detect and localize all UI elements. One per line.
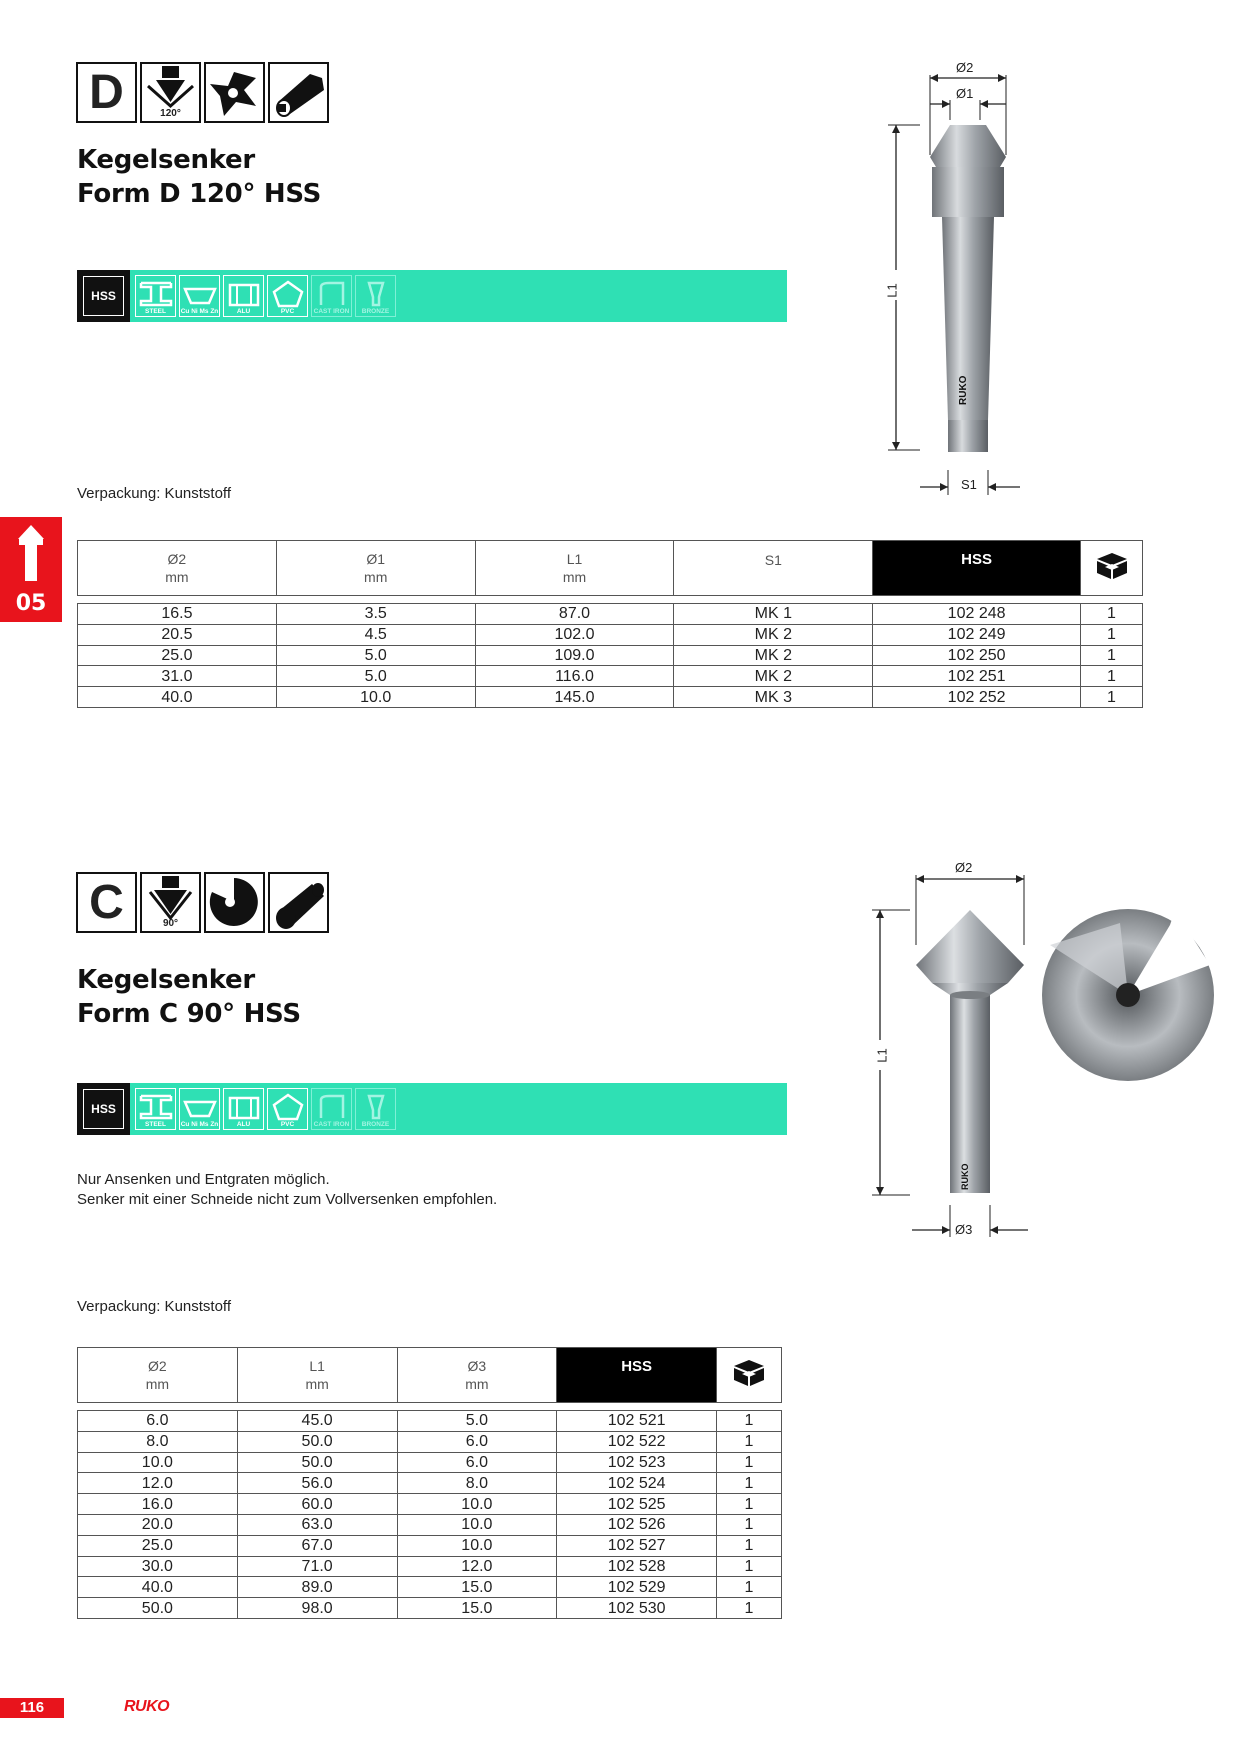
- packaging-note: Verpackung: Kunststoff: [77, 1298, 231, 1315]
- material-bronze: BRONZE: [355, 1088, 396, 1130]
- spec-table-form-d: [77, 540, 1143, 708]
- table-row: 10.0 50.0 6.0 102 523 1: [78, 1452, 782, 1473]
- material-non-ferrous: Cu Ni Ms Zn: [179, 1088, 220, 1130]
- packaging-note: Verpackung: Kunststoff: [77, 485, 231, 502]
- angle-label: 120°: [160, 108, 181, 119]
- dim-d2: Ø2: [955, 860, 973, 875]
- table-row: 25.0 5.0 109.0 MK 2 102 250 1: [78, 645, 1143, 666]
- col-header: Ø2 mm: [78, 1348, 238, 1403]
- table-header-row: [78, 541, 1143, 596]
- chapter-number: 05: [15, 591, 47, 616]
- form-letter-badge: C: [76, 872, 137, 933]
- material-pvc: PVC: [267, 275, 308, 317]
- material-alu: ALU: [223, 275, 264, 317]
- col-header: Ø1 mm: [276, 541, 475, 596]
- chapter-tab: [0, 517, 62, 622]
- material-suitability-bar: [77, 1083, 787, 1135]
- cylindrical-shank-icon: [268, 872, 329, 933]
- title-line-2: Form D 120° HSS: [77, 179, 322, 209]
- taper-shank-icon: [268, 62, 329, 123]
- title-line-2: Form C 90° HSS: [77, 999, 301, 1029]
- type-icons-row: [76, 872, 329, 933]
- page-number: 116: [0, 1698, 64, 1718]
- table-row: 31.0 5.0 116.0 MK 2 102 251 1: [78, 666, 1143, 687]
- box-packaging-icon: [717, 1348, 782, 1403]
- material-alu: ALU: [223, 1088, 264, 1130]
- table-row: 20.0 63.0 10.0 102 526 1: [78, 1514, 782, 1535]
- type-icons-row: [76, 62, 329, 123]
- material-bronze: BRONZE: [355, 275, 396, 317]
- table-row: 12.0 56.0 8.0 102 524 1: [78, 1473, 782, 1494]
- countersink-120-icon: [140, 62, 201, 123]
- col-header-hss: HSS: [557, 1348, 717, 1403]
- col-header-hss: HSS: [873, 541, 1081, 596]
- table-row: 40.0 10.0 145.0 MK 3 102 252 1: [78, 687, 1143, 708]
- title-line-1: Kegelsenker: [77, 145, 255, 175]
- svg-text:RUKO: RUKO: [960, 1163, 970, 1190]
- table-row: 6.0 45.0 5.0 102 521 1: [78, 1411, 782, 1432]
- countersink-90-icon: [140, 872, 201, 933]
- col-header: L1 mm: [237, 1348, 397, 1403]
- dim-d1: Ø1: [956, 86, 974, 101]
- angle-label: 90°: [162, 918, 179, 929]
- table-header-row: [78, 1348, 782, 1403]
- material-suitability-bar: [77, 270, 787, 322]
- col-header: S1: [674, 541, 873, 596]
- table-row: 20.5 4.5 102.0 MK 2 102 249 1: [78, 624, 1143, 645]
- product-title: [77, 143, 321, 211]
- col-header: Ø2 mm: [78, 541, 277, 596]
- table-row: 50.0 98.0 15.0 102 530 1: [78, 1598, 782, 1619]
- table-row: 8.0 50.0 6.0 102 522 1: [78, 1431, 782, 1452]
- material-pvc: PVC: [267, 1088, 308, 1130]
- dim-l1: L1: [874, 1048, 890, 1063]
- dim-l1: L1: [884, 283, 900, 298]
- table-row: 16.5 3.5 87.0 MK 1 102 248 1: [78, 604, 1143, 625]
- dim-s1: S1: [961, 477, 977, 492]
- form-letter-badge: D: [76, 62, 137, 123]
- dim-d2: Ø2: [956, 60, 974, 75]
- brand-logo: RUKO: [124, 1698, 170, 1715]
- svg-text:RUKO: RUKO: [958, 375, 969, 405]
- material-steel: STEEL: [135, 1088, 176, 1130]
- countersink-chapter-icon: [16, 523, 46, 583]
- table-row: 16.0 60.0 10.0 102 525 1: [78, 1494, 782, 1515]
- product-title: [77, 963, 301, 1031]
- material-non-ferrous: Cu Ni Ms Zn: [179, 275, 220, 317]
- dim-d3: Ø3: [955, 1222, 973, 1237]
- hss-tag: HSS: [77, 270, 130, 322]
- material-cast-iron: CAST IRON: [311, 275, 352, 317]
- col-header: Ø3 mm: [397, 1348, 557, 1403]
- title-line-1: Kegelsenker: [77, 965, 255, 995]
- usage-note: Nur Ansenken und Entgraten möglich. Senker mit einer Schneide nicht zum Vollversenken empfohlen.: [77, 1171, 498, 1208]
- spec-table-form-c: [77, 1347, 782, 1619]
- col-header: L1 mm: [475, 541, 674, 596]
- table-row: 25.0 67.0 10.0 102 527 1: [78, 1535, 782, 1556]
- hss-tag: HSS: [77, 1083, 130, 1135]
- table-row: 40.0 89.0 15.0 102 529 1: [78, 1577, 782, 1598]
- three-flute-cross-section-icon: [204, 62, 265, 123]
- material-steel: STEEL: [135, 275, 176, 317]
- table-row: 30.0 71.0 12.0 102 528 1: [78, 1556, 782, 1577]
- material-cast-iron: CAST IRON: [311, 1088, 352, 1130]
- box-packaging-icon: [1081, 541, 1143, 596]
- single-flute-cross-section-icon: [204, 872, 265, 933]
